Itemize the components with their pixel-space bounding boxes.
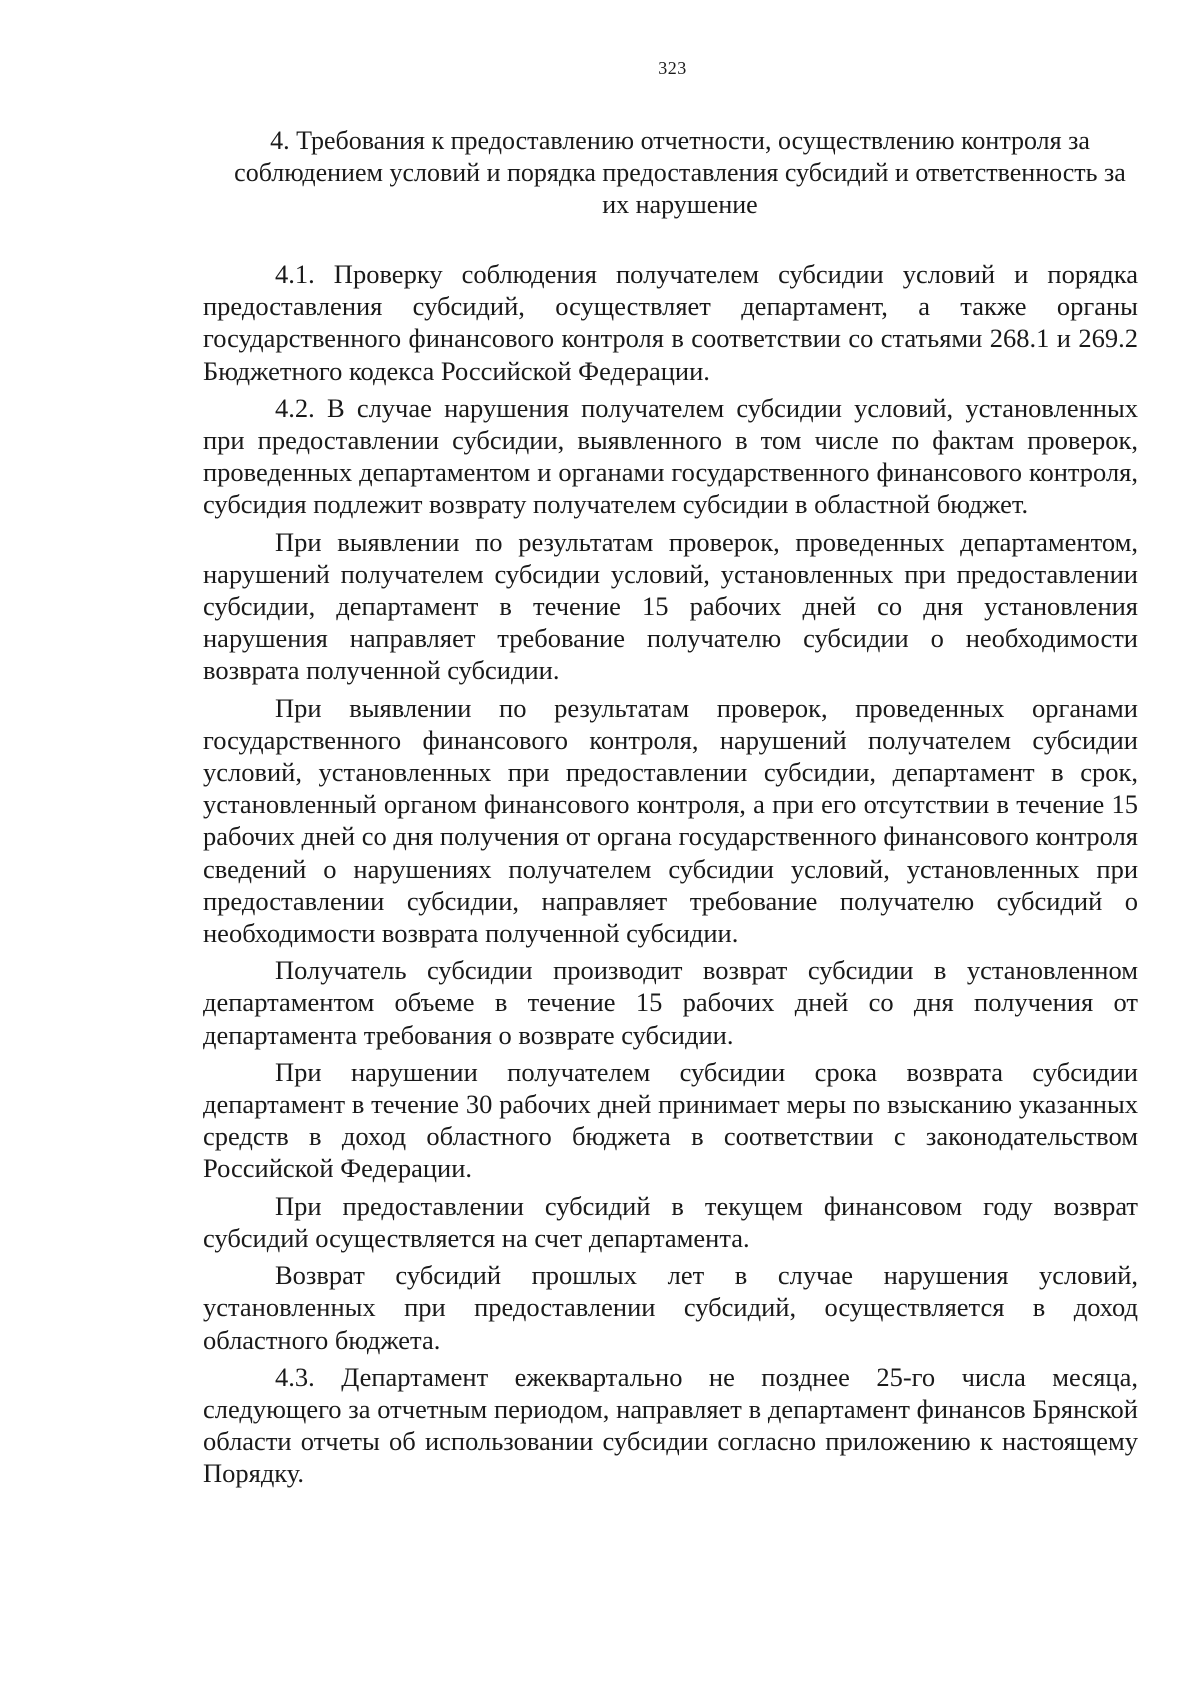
paragraph: При предоставлении субсидий в текущем финансовом году возврат субсидий осуществляется на счет департамента. [203, 1190, 1138, 1253]
paragraph-4-1: 4.1. Проверку соблюдения получателем субсидии условий и порядка предоставления субсидий, осуществляет департамент, а также органы государственного финансового контроля в соответствии со статьями 268.1 и 269.2 Бюджетного кодекса Российской Федерации. [203, 259, 1138, 386]
paragraph: При нарушении получателем субсидии срока возврата субсидии департамент в течение 30 рабочих дней принимает меры по взысканию указанных средств в доход областного бюджета в соответствии с законодательством Российской Федерации. [203, 1056, 1138, 1184]
paragraph: При выявлении по результатам проверок, проведенных органами государственного финансового контроля, нарушений получателем субсидии условий, установленных при предоставлении субсидии, департамент в срок, установленный органом финансового контроля, а при его отсутствии в течение 15 рабочих дней со дня получения от органа государственного финансового контроля сведений о нарушениях получателем субсидии условий, установленных при предоставлении субсидии, направляет требование получателю субсидий о необходимости возврата полученной субсидии. [203, 692, 1138, 949]
page-number: 323 [658, 58, 687, 78]
paragraph: Получатель субсидии производит возврат субсидии в установленном департаментом объеме в течение 15 рабочих дней со дня получения от департамента требования о возврате субсидии. [203, 955, 1138, 1050]
document-body [203, 258, 1138, 1490]
section-heading: 4. Требования к предоставлению отчетности, осуществлению контроля за соблюдением условий и порядка предоставления субсидий и ответственность за их нарушение [234, 126, 1126, 219]
paragraph: Возврат субсидий прошлых лет в случае нарушения условий, установленных при предоставлении субсидий, осуществляется в доход областного бюджета. [203, 1260, 1138, 1355]
paragraph-4-2: 4.2. В случае нарушения получателем субсидии условий, установленных при предоставлении субсидии, выявленного в том числе по фактам проверок, проведенных департаментом и органами государственного финансового контроля, субсидия подлежит возврату получателем субсидии в областной бюджет. [203, 392, 1138, 520]
paragraph-4-3: 4.3. Департамент ежеквартально не позднее 25-го числа месяца, следующего за отчетным периодом, направляет в департамент финансов Брянской области отчеты об использовании субсидии согласно приложению к настоящему Порядку. [203, 1361, 1138, 1489]
paragraph: При выявлении по результатам проверок, проведенных департаментом, нарушений получателем субсидии условий, установленных при предоставлении субсидии, департамент в течение 15 рабочих дней со дня установления нарушения направляет требование получателю субсидии о необходимости возврата полученной субсидии. [203, 526, 1138, 686]
